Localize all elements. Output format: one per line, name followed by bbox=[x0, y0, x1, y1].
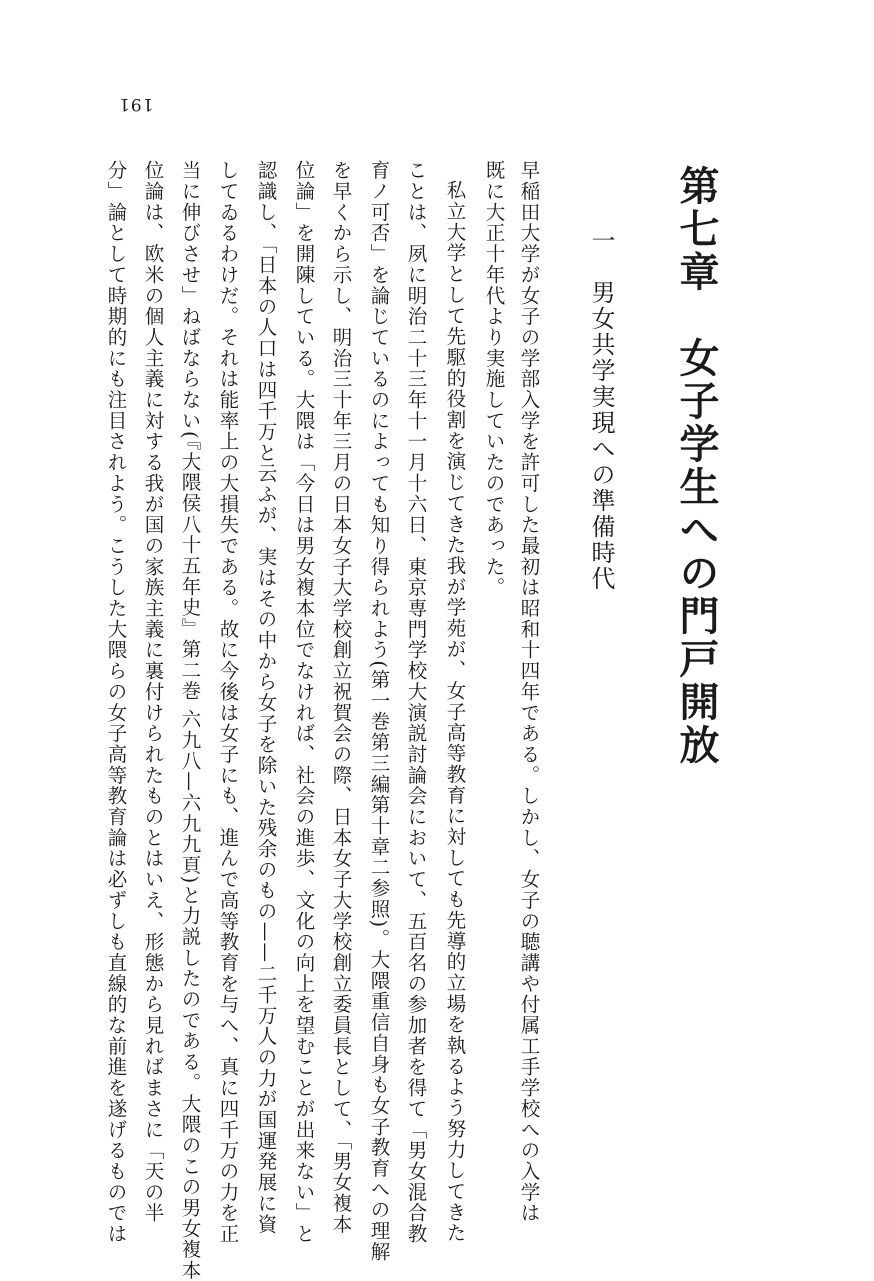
body-line: 既に大正十年代より実施していたのであった。 bbox=[482, 160, 506, 598]
body-line: 当に伸びさせ」ねばならない(『大隈侯八十五年史』第二巻 六九八—六九九頁)と力説したのである。大隈のこの男女複本 bbox=[178, 160, 202, 1281]
body-line: 育ノ可否」を論じているのによっても知り得られよう(第一巻第三編第十章二参照)。大隈重信自身も女子教育への理解 bbox=[367, 160, 391, 1263]
page-number: 191 bbox=[118, 94, 154, 114]
body-line: 位論」を開陳している。大隈は「今日は男女複本位でなければ、社会の進歩、文化の向上を望むことが出来ない」と bbox=[292, 160, 316, 1245]
body-line: 認識し、「日本の人口は四千万と云ふが、実はその中から女子を除いた残余のもの——二千万人の力が国運発展に資 bbox=[254, 160, 278, 1235]
body-line: 位論は、欧米の個人主義に対する我が国の家族主義に裏付けられたものとはいえ、形態から見ればまさに「天の半 bbox=[141, 160, 165, 1224]
body-line: 私立大学として先駆的役割を演じてきた我が学苑が、女子高等教育に対しても先導的立場を執るよう努力してきた bbox=[443, 180, 467, 1244]
body-line: を早くから示し、明治三十年三月の日本女子大学校創立祝賀会の際、日本女子大学校創立委員長として、「男女複本 bbox=[329, 160, 353, 1235]
section-heading: 一 男女共学実現への準備時代 bbox=[587, 228, 615, 592]
body-line: ことは、夙に明治二十三年十一月十六日、東京専門学校大演説討論会において、五百名の参加者を得て「男女混合教 bbox=[404, 160, 428, 1245]
chapter-title: 第七章 女子学生への門戸開放 bbox=[673, 165, 720, 767]
body-line: してゐるわけだ。それは能率上の大損失である。故に今後は女子にも、進んで高等教育を与へ、真に四千万の力を正 bbox=[216, 160, 240, 1245]
body-line: 分」論として時期的にも注目されよう。こうした大隈らの女子高等教育論は必ずしも直線的な前進を遂げるものでは bbox=[104, 160, 128, 1245]
body-line: 早稲田大学が女子の学部入学を許可した最初は昭和十四年である。しかし、女子の聴講や付属工手学校への入学は bbox=[517, 160, 541, 1224]
